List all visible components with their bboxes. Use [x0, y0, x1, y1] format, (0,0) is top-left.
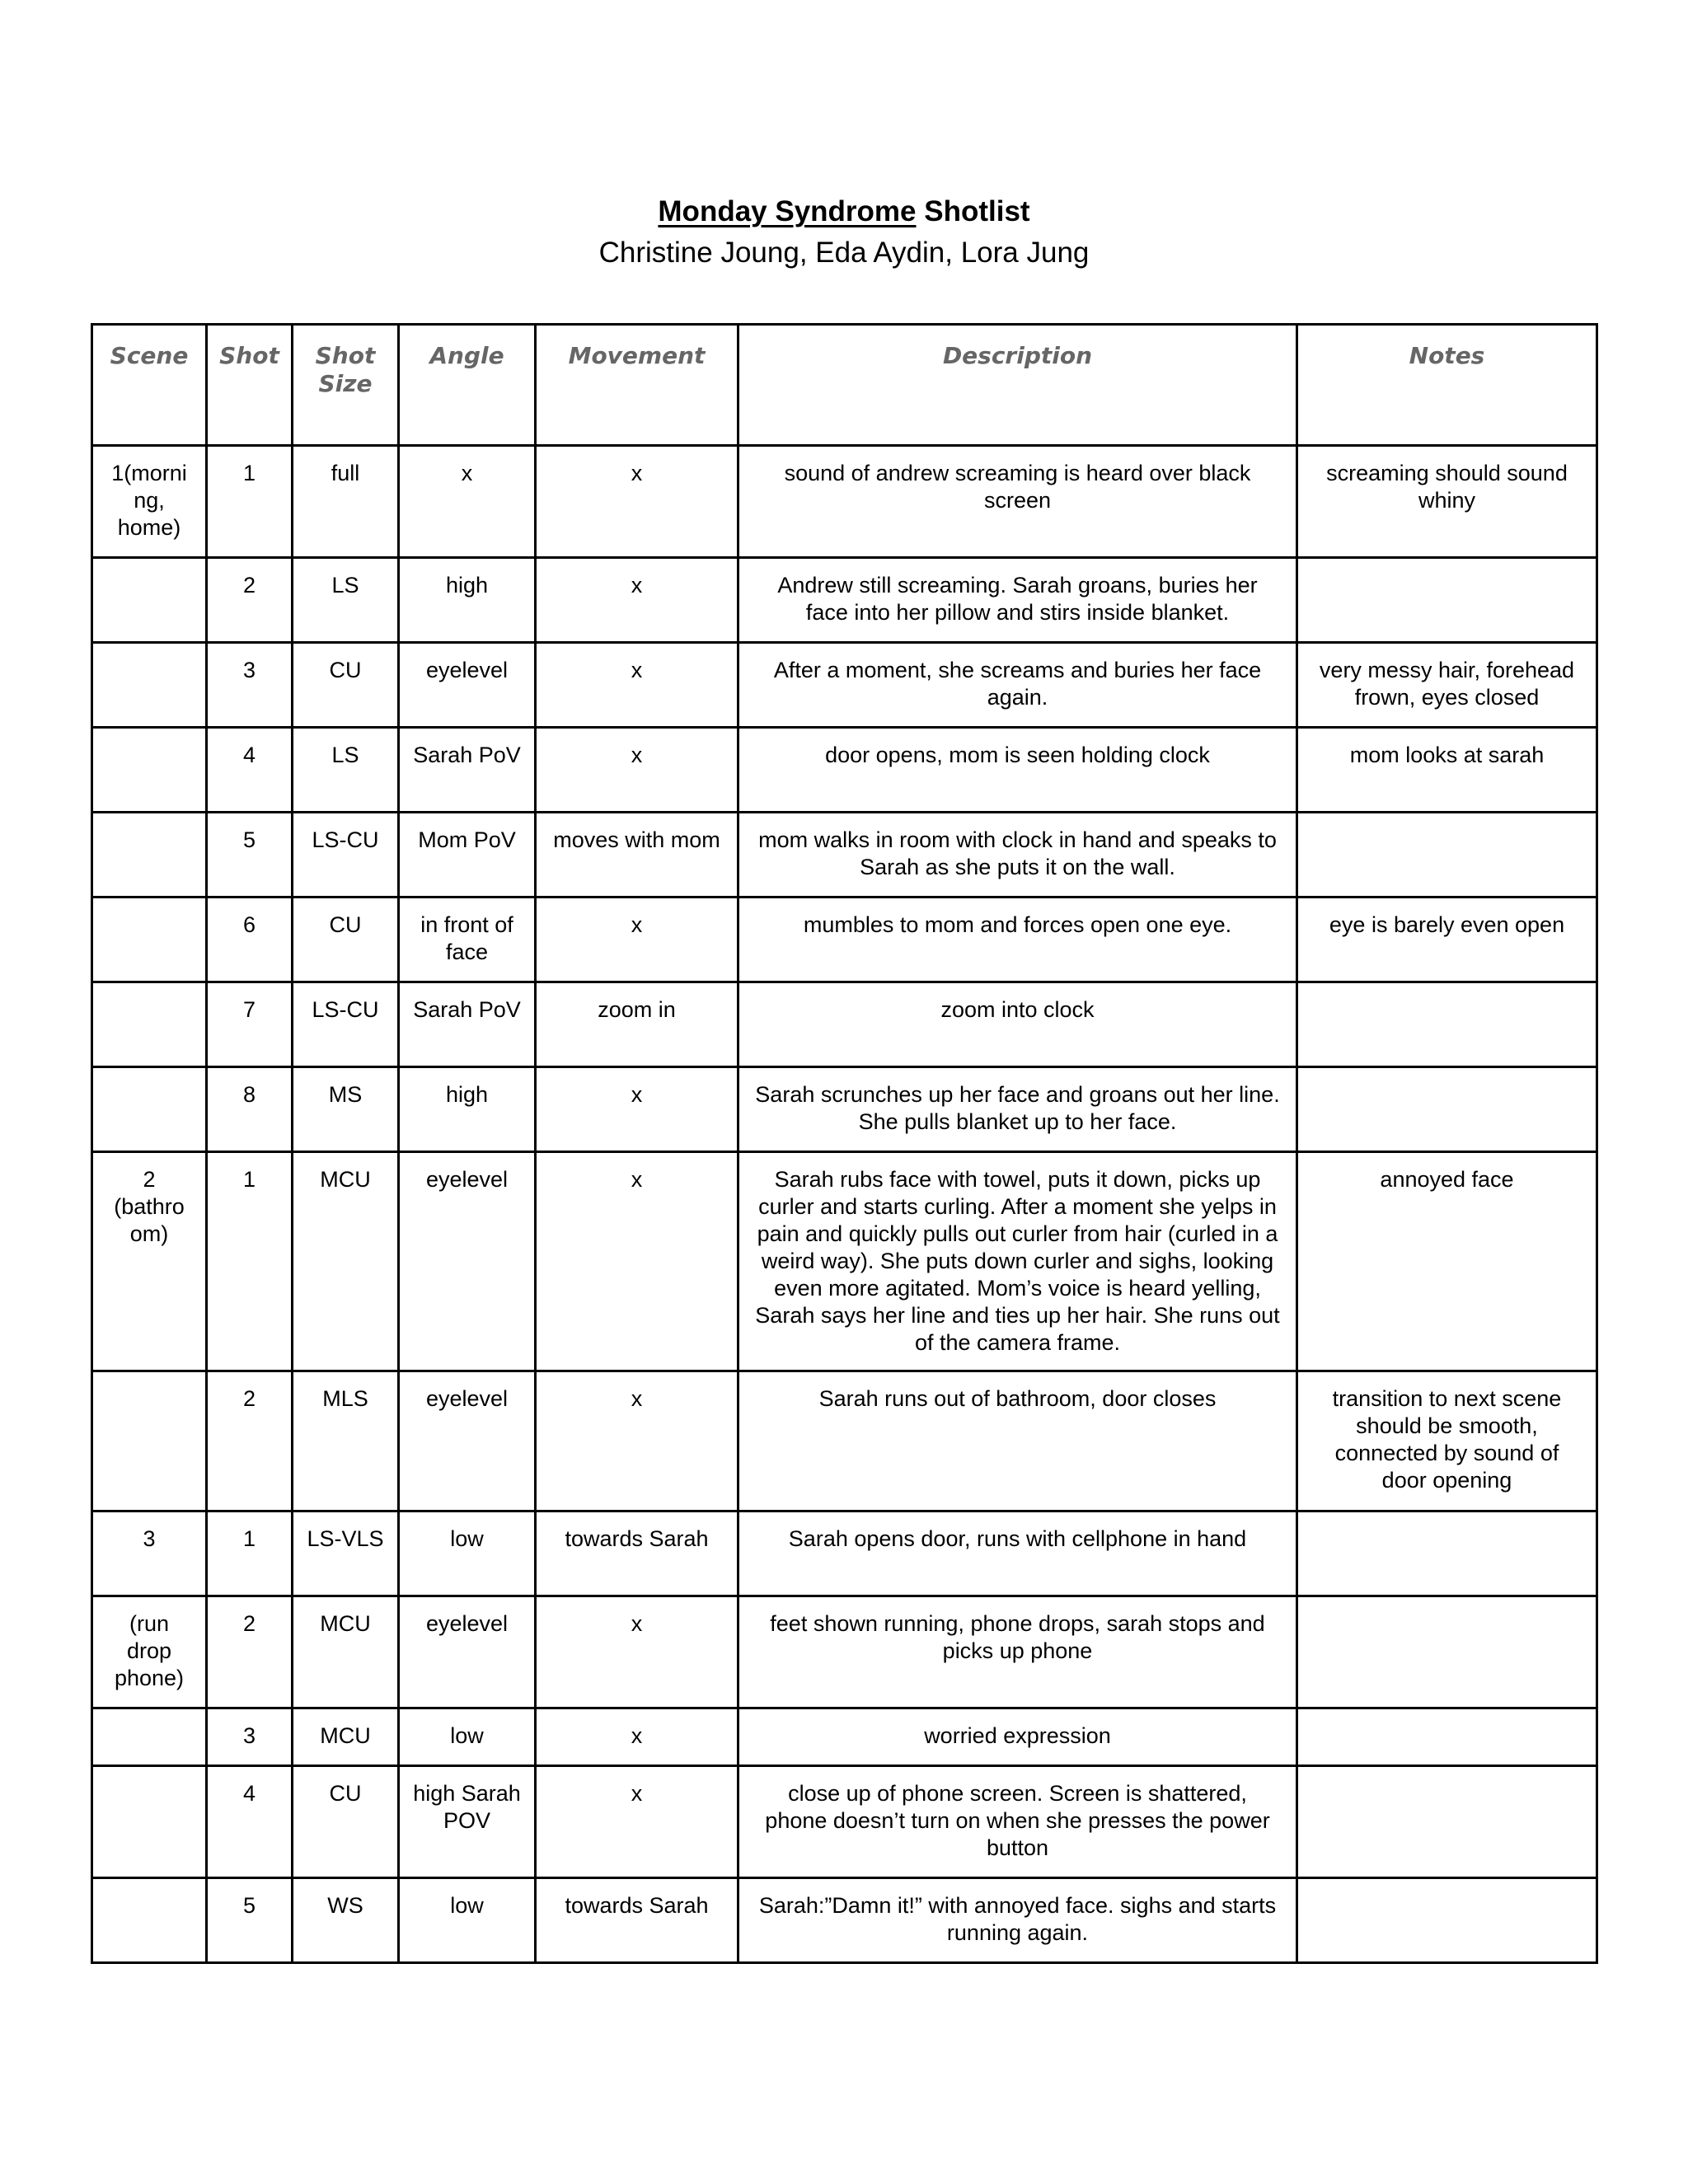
- cell-shot: 6: [207, 898, 293, 982]
- cell-angle: x: [399, 446, 536, 558]
- cell-notes: annoyed face: [1297, 1152, 1597, 1371]
- cell-notes: [1297, 1766, 1597, 1878]
- cell-movement: towards Sarah: [536, 1878, 738, 1963]
- cell-angle: eyelevel: [399, 1152, 536, 1371]
- cell-notes: very messy hair, forehead frown, eyes closed: [1297, 643, 1597, 728]
- header-angle: Angle: [399, 325, 536, 446]
- cell-angle: in front of face: [399, 898, 536, 982]
- cell-shot: 2: [207, 558, 293, 643]
- film-title: Monday Syndrome: [658, 195, 917, 227]
- cell-angle: high: [399, 1067, 536, 1152]
- cell-scene: [92, 1708, 207, 1766]
- header-row: [92, 325, 1597, 446]
- cell-movement: x: [536, 1152, 738, 1371]
- cell-scene: (run drop phone): [92, 1596, 207, 1708]
- cell-notes: transition to next scene should be smooth, connected by sound of door opening: [1297, 1371, 1597, 1511]
- cell-movement: x: [536, 446, 738, 558]
- cell-description: zoom into clock: [738, 982, 1297, 1067]
- cell-shot-size: CU: [293, 898, 399, 982]
- cell-description: Sarah:”Damn it!” with annoyed face. sighs and starts running again.: [738, 1878, 1297, 1963]
- cell-scene: [92, 898, 207, 982]
- cell-movement: towards Sarah: [536, 1511, 738, 1596]
- cell-scene: [92, 1067, 207, 1152]
- cell-angle: Mom PoV: [399, 813, 536, 898]
- cell-shot-size: LS: [293, 728, 399, 813]
- cell-angle: eyelevel: [399, 1596, 536, 1708]
- table-row: [92, 1878, 1597, 1963]
- cell-description: sound of andrew screaming is heard over black screen: [738, 446, 1297, 558]
- cell-scene: [92, 1371, 207, 1511]
- cell-angle: Sarah PoV: [399, 982, 536, 1067]
- cell-angle: eyelevel: [399, 643, 536, 728]
- header-notes: Notes: [1297, 325, 1597, 446]
- cell-shot-size: WS: [293, 1878, 399, 1963]
- header-shot: Shot: [207, 325, 293, 446]
- authors-line: Christine Joung, Eda Aydin, Lora Jung: [598, 237, 1090, 269]
- cell-notes: [1297, 1708, 1597, 1766]
- cell-shot: 1: [207, 1152, 293, 1371]
- shotlist-table: [91, 323, 1598, 1964]
- cell-angle: low: [399, 1878, 536, 1963]
- table-row: [92, 643, 1597, 728]
- cell-scene: [92, 1766, 207, 1878]
- cell-shot: 2: [207, 1596, 293, 1708]
- cell-movement: x: [536, 558, 738, 643]
- cell-notes: [1297, 982, 1597, 1067]
- cell-scene: [92, 1878, 207, 1963]
- table-row: [92, 1766, 1597, 1878]
- cell-description: door opens, mom is seen holding clock: [738, 728, 1297, 813]
- cell-shot: 3: [207, 1708, 293, 1766]
- cell-notes: eye is barely even open: [1297, 898, 1597, 982]
- cell-notes: [1297, 1067, 1597, 1152]
- cell-movement: x: [536, 1067, 738, 1152]
- cell-angle: eyelevel: [399, 1371, 536, 1511]
- cell-shot-size: MLS: [293, 1371, 399, 1511]
- cell-description: close up of phone screen. Screen is shattered, phone doesn’t turn on when she presses the power button: [738, 1766, 1297, 1878]
- cell-movement: x: [536, 1708, 738, 1766]
- cell-description: Sarah runs out of bathroom, door closes: [738, 1371, 1297, 1511]
- table-row: [92, 898, 1597, 982]
- cell-shot-size: MCU: [293, 1596, 399, 1708]
- cell-shot-size: MCU: [293, 1708, 399, 1766]
- cell-angle: high Sarah POV: [399, 1766, 536, 1878]
- cell-shot: 3: [207, 643, 293, 728]
- cell-shot-size: LS: [293, 558, 399, 643]
- cell-description: Sarah opens door, runs with cellphone in hand: [738, 1511, 1297, 1596]
- cell-scene: 2 (bathroom): [92, 1152, 207, 1371]
- header-movement: Movement: [536, 325, 738, 446]
- cell-movement: x: [536, 1596, 738, 1708]
- cell-scene: [92, 643, 207, 728]
- cell-shot-size: MCU: [293, 1152, 399, 1371]
- cell-scene: [92, 558, 207, 643]
- document-title: [0, 191, 1688, 232]
- cell-description: worried expression: [738, 1708, 1297, 1766]
- title-block: [0, 191, 1688, 274]
- cell-shot-size: CU: [293, 643, 399, 728]
- cell-shot: 4: [207, 728, 293, 813]
- cell-angle: Sarah PoV: [399, 728, 536, 813]
- cell-shot-size: full: [293, 446, 399, 558]
- table-row: [92, 446, 1597, 558]
- cell-scene: [92, 728, 207, 813]
- cell-scene: [92, 982, 207, 1067]
- table-row: [92, 982, 1597, 1067]
- table-row: [92, 558, 1597, 643]
- table-row: [92, 1708, 1597, 1766]
- table-row: [92, 1067, 1597, 1152]
- cell-shot: 5: [207, 1878, 293, 1963]
- cell-notes: [1297, 1878, 1597, 1963]
- cell-shot-size: MS: [293, 1067, 399, 1152]
- table-row: [92, 1371, 1597, 1511]
- cell-shot-size: LS-VLS: [293, 1511, 399, 1596]
- cell-notes: mom looks at sarah: [1297, 728, 1597, 813]
- table-row: [92, 1596, 1597, 1708]
- cell-angle: low: [399, 1511, 536, 1596]
- cell-description: mumbles to mom and forces open one eye.: [738, 898, 1297, 982]
- table-row: [92, 1511, 1597, 1596]
- cell-notes: [1297, 558, 1597, 643]
- cell-movement: x: [536, 898, 738, 982]
- cell-movement: x: [536, 728, 738, 813]
- table-row: [92, 1152, 1597, 1371]
- cell-movement: x: [536, 1766, 738, 1878]
- cell-angle: low: [399, 1708, 536, 1766]
- cell-scene: 1(morning, home): [92, 446, 207, 558]
- title-suffix: Shotlist: [916, 195, 1030, 227]
- cell-description: After a moment, she screams and buries her face again.: [738, 643, 1297, 728]
- cell-notes: [1297, 1511, 1597, 1596]
- cell-shot: 2: [207, 1371, 293, 1511]
- cell-shot: 1: [207, 1511, 293, 1596]
- cell-movement: x: [536, 1371, 738, 1511]
- cell-shot-size: LS-CU: [293, 813, 399, 898]
- cell-description: Sarah scrunches up her face and groans out her line. She pulls blanket up to her face.: [738, 1067, 1297, 1152]
- cell-angle: high: [399, 558, 536, 643]
- cell-notes: [1297, 813, 1597, 898]
- header-description: Description: [738, 325, 1297, 446]
- cell-description: Andrew still screaming. Sarah groans, buries her face into her pillow and stirs inside blanket.: [738, 558, 1297, 643]
- cell-shot: 5: [207, 813, 293, 898]
- cell-notes: screaming should sound whiny: [1297, 446, 1597, 558]
- cell-movement: zoom in: [536, 982, 738, 1067]
- cell-description: feet shown running, phone drops, sarah stops and picks up phone: [738, 1596, 1297, 1708]
- cell-movement: moves with mom: [536, 813, 738, 898]
- cell-shot-size: LS-CU: [293, 982, 399, 1067]
- cell-shot: 4: [207, 1766, 293, 1878]
- cell-movement: x: [536, 643, 738, 728]
- cell-description: Sarah rubs face with towel, puts it down, picks up curler and starts curling. After a moment she yelps in pain and quickly pulls out curler from hair (curled in a weird way). She puts down curler and sighs, looking even more agitated. Mom’s voice is heard yelling, Sarah says her line and ties up her hair. She runs out of the camera frame.: [738, 1152, 1297, 1371]
- header-shot-size: Shot Size: [293, 325, 399, 446]
- cell-shot-size: CU: [293, 1766, 399, 1878]
- cell-description: mom walks in room with clock in hand and speaks to Sarah as she puts it on the wall.: [738, 813, 1297, 898]
- cell-shot: 7: [207, 982, 293, 1067]
- cell-scene: [92, 813, 207, 898]
- table-row: [92, 728, 1597, 813]
- header-scene: Scene: [92, 325, 207, 446]
- cell-shot: 8: [207, 1067, 293, 1152]
- cell-shot: 1: [207, 446, 293, 558]
- table-row: [92, 813, 1597, 898]
- cell-notes: [1297, 1596, 1597, 1708]
- cell-scene: 3: [92, 1511, 207, 1596]
